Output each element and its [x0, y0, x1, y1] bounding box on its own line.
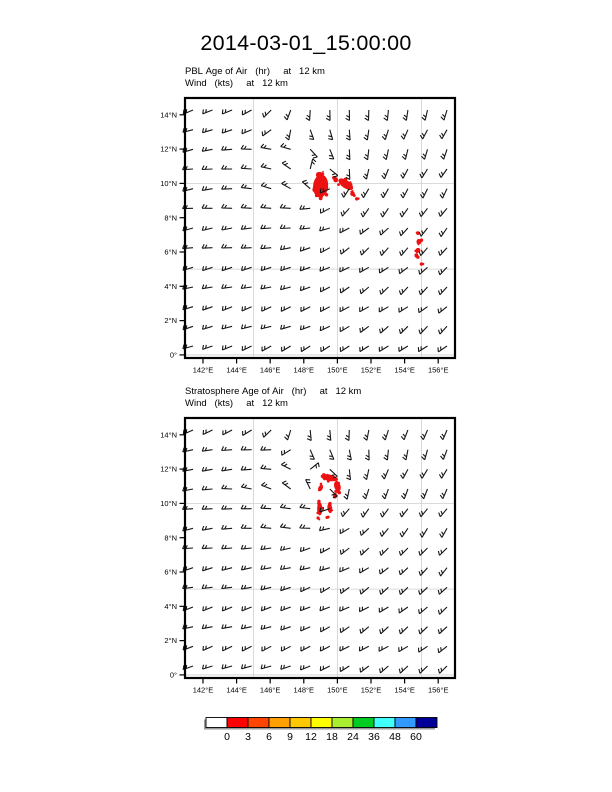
axis-ticks-and-labels [160, 110, 448, 374]
x-tick-label: 152°E [360, 685, 382, 695]
panel-1 [160, 66, 455, 375]
x-tick-label: 146°E [259, 365, 281, 375]
x-tick-label: 148°E [293, 685, 315, 695]
age-of-air-contour-region [316, 473, 342, 521]
y-tick-label: 8°N [164, 533, 177, 543]
colorbar-cell [311, 718, 332, 728]
colorbar-tick-label: 36 [368, 731, 380, 743]
panel-2 [160, 386, 455, 695]
x-tick-label: 144°E [226, 685, 247, 695]
y-tick-label: 0° [169, 350, 177, 360]
colorbar-tick-label: 48 [389, 731, 401, 743]
x-tick-label: 156°E [427, 685, 449, 695]
y-tick-label: 10°N [160, 499, 177, 509]
x-tick-label: 152°E [360, 365, 382, 375]
colorbar-tick-label: 24 [347, 731, 359, 743]
y-tick-label: 14°N [160, 110, 177, 120]
colorbar-tick-label: 0 [224, 731, 230, 743]
y-tick-label: 8°N [164, 213, 177, 223]
colorbar-cell [269, 718, 290, 728]
panel-subtitle-line1: Stratosphere Age of Air (hr) at 12 km [185, 386, 362, 397]
y-tick-label: 6°N [164, 567, 177, 577]
colorbar-cell [416, 718, 437, 728]
panel-subtitle-line2: Wind (kts) at 12 km [185, 398, 288, 409]
x-tick-label: 144°E [226, 365, 247, 375]
colorbar-cell [395, 718, 416, 728]
x-tick-label: 150°E [327, 365, 348, 375]
x-tick-label: 150°E [327, 685, 348, 695]
y-tick-label: 2°N [164, 316, 177, 326]
x-tick-label: 146°E [259, 685, 281, 695]
colorbar-tick-label: 3 [245, 731, 251, 743]
colorbar-tick-label: 18 [326, 731, 338, 743]
y-tick-label: 0° [169, 670, 177, 680]
colorbar-cell [227, 718, 248, 728]
y-tick-label: 4°N [164, 601, 177, 611]
y-tick-label: 6°N [164, 247, 177, 257]
wind-barb-field [183, 429, 448, 673]
x-tick-label: 142°E [192, 365, 214, 375]
colorbar-cell [353, 718, 374, 728]
x-tick-label: 148°E [293, 365, 315, 375]
y-tick-label: 14°N [160, 430, 177, 440]
x-tick-label: 154°E [394, 365, 415, 375]
colorbar-tick-label: 60 [410, 731, 422, 743]
age-colorbar [204, 718, 437, 744]
colorbar-cell [374, 718, 395, 728]
colorbar-tick-label: 6 [266, 731, 272, 743]
axis-ticks-and-labels [160, 430, 448, 694]
colorbar-tick-label: 12 [305, 731, 317, 743]
y-tick-label: 4°N [164, 281, 177, 291]
age-of-air-contour-region [312, 171, 424, 266]
panel-subtitle-line1: PBL Age of Air (hr) at 12 km [185, 66, 325, 77]
y-tick-label: 2°N [164, 636, 177, 646]
x-tick-label: 156°E [427, 365, 449, 375]
wind-barb-field [183, 109, 448, 352]
y-tick-label: 12°N [160, 144, 177, 154]
colorbar-tick-label: 9 [287, 731, 293, 743]
panel-subtitle-line2: Wind (kts) at 12 km [185, 78, 288, 89]
y-tick-label: 12°N [160, 464, 177, 474]
colorbar-cell [290, 718, 311, 728]
colorbar-cell [206, 718, 227, 728]
figure-title: 2014-03-01_15:00:00 [200, 31, 412, 55]
colorbar-cell [248, 718, 269, 728]
x-tick-label: 154°E [394, 685, 415, 695]
y-tick-label: 10°N [160, 179, 177, 189]
x-tick-label: 142°E [192, 685, 214, 695]
colorbar-cell [332, 718, 353, 728]
